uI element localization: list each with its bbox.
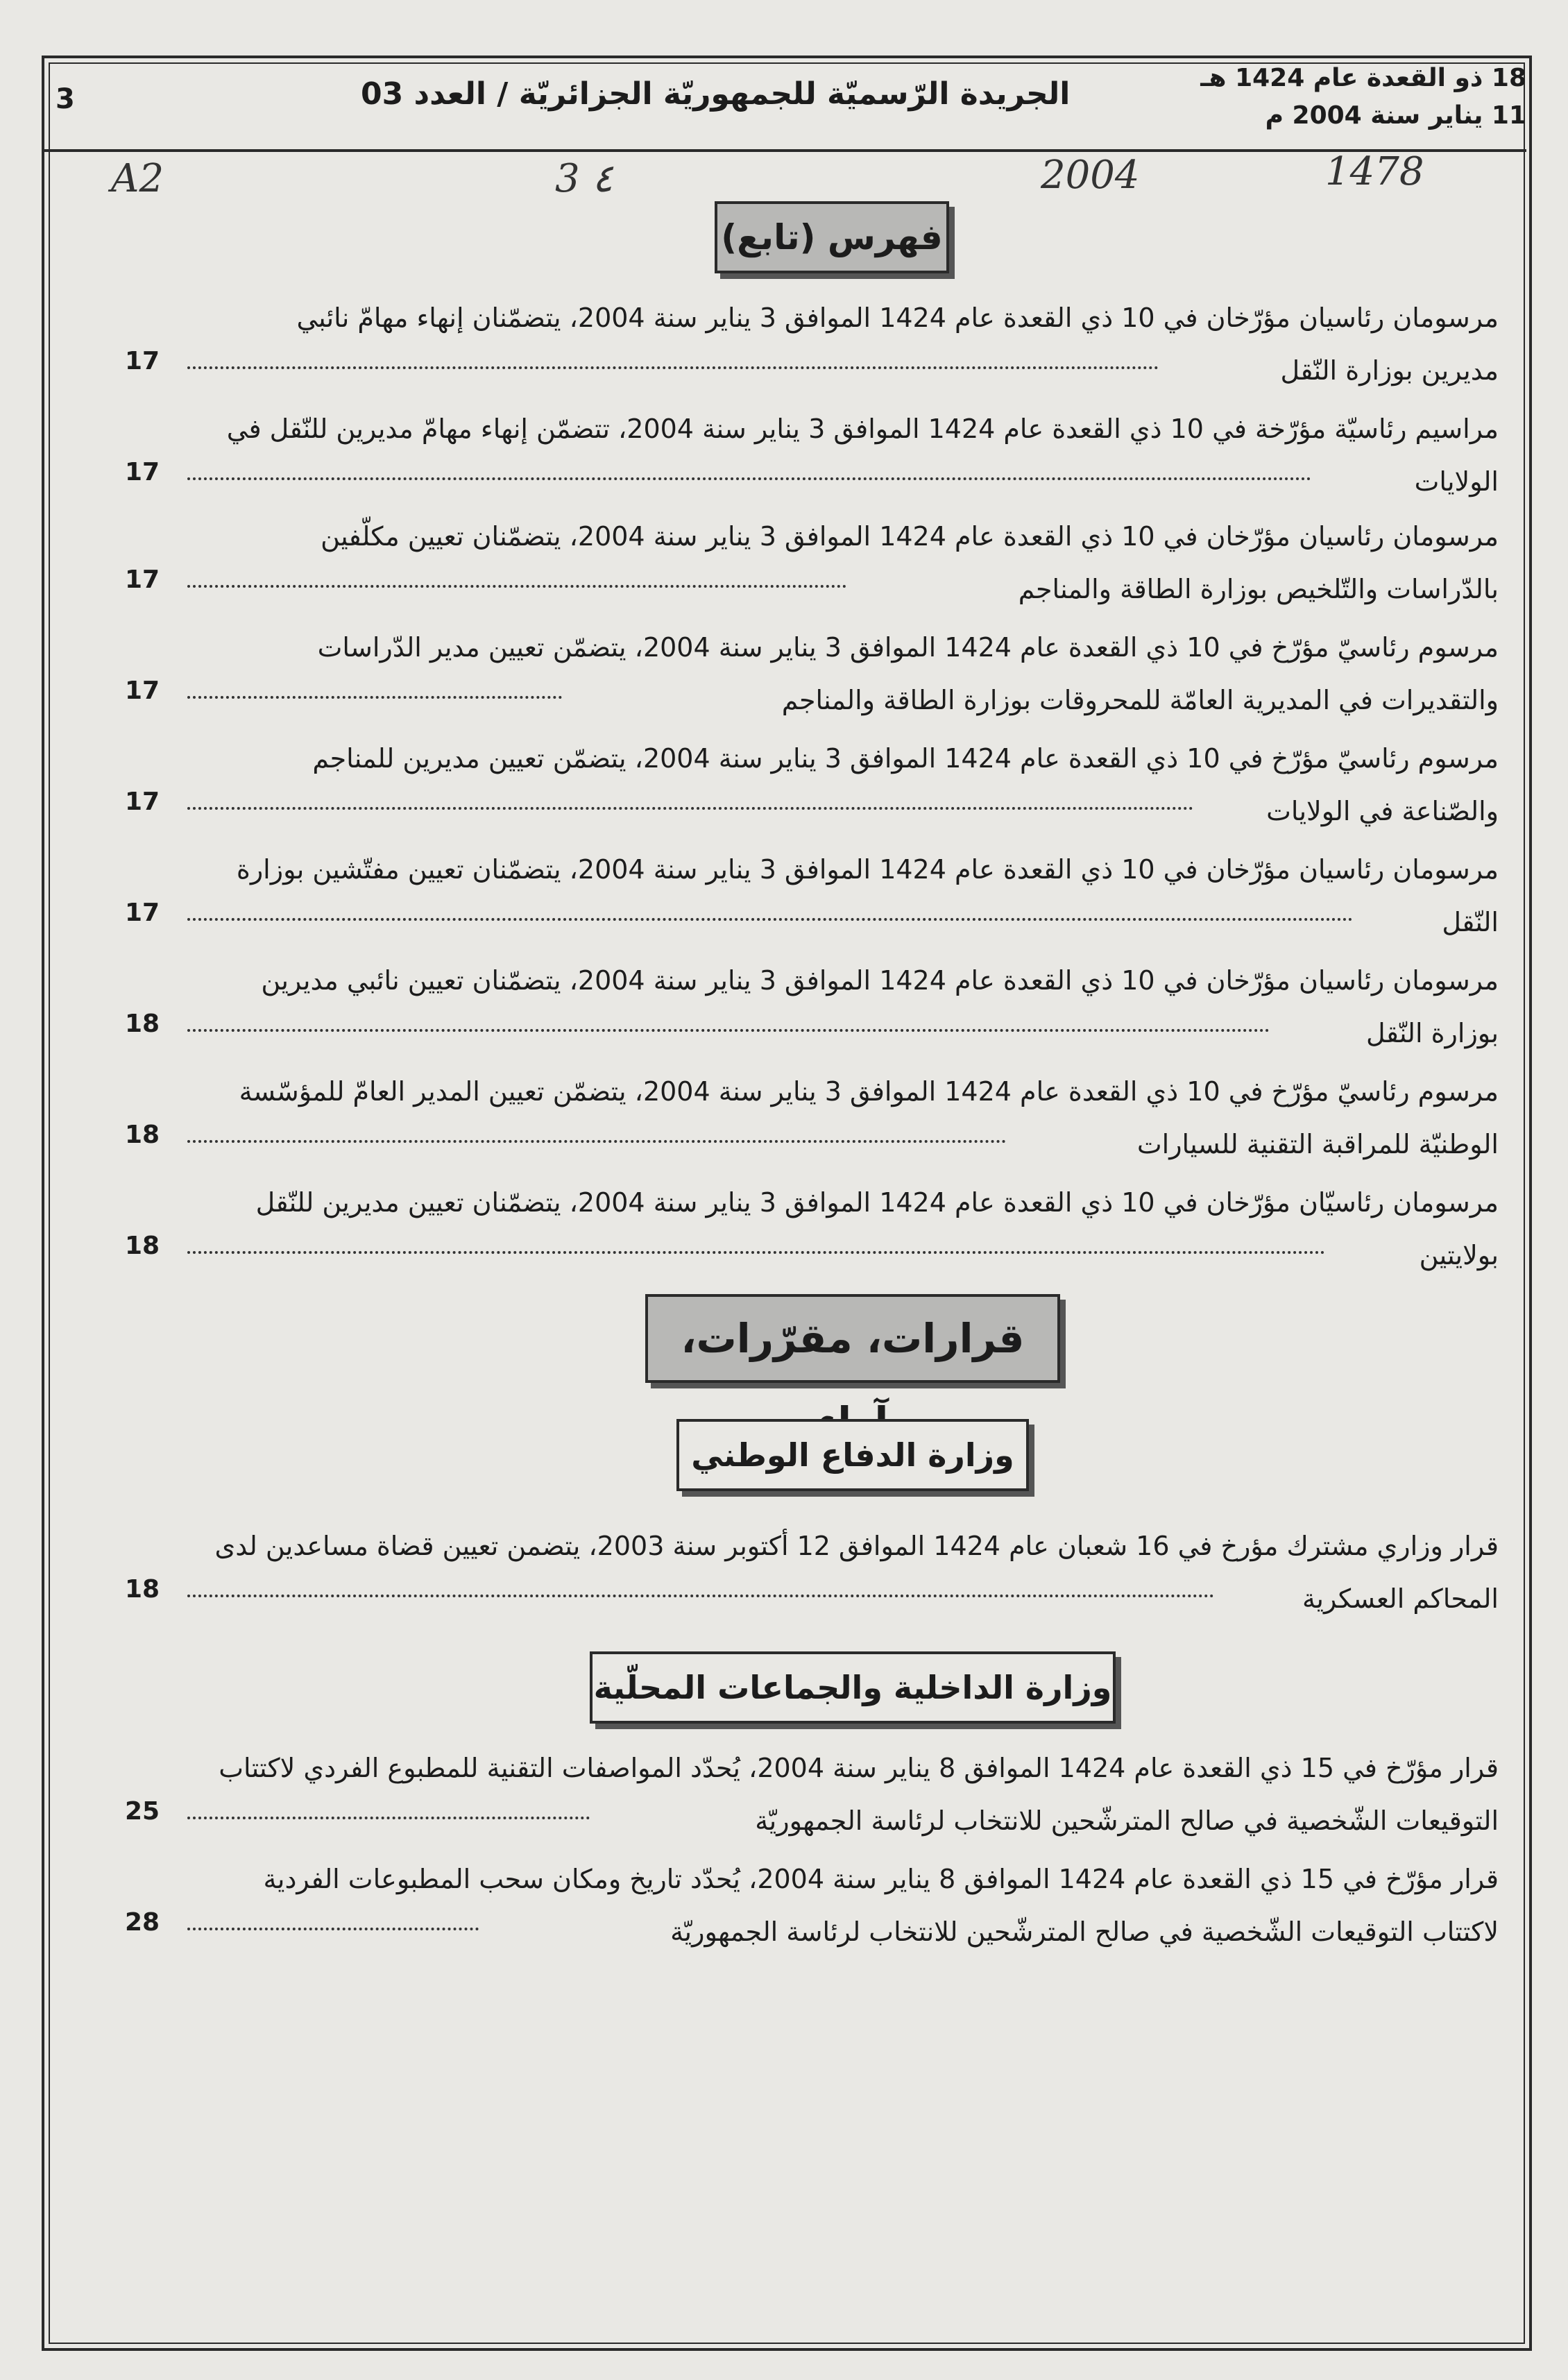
entry-line: مديرين بوزارة النّقل [1280,355,1499,386]
entry-page-number: 28 [125,1908,160,1937]
section-heading-decisions: قرارات، مقرّرات، [645,1294,1060,1383]
entry-page-number: 17 [125,347,160,375]
leader-dots [187,1817,590,1819]
leader-dots [187,585,846,588]
entry-page-number: 18 [125,1121,160,1149]
entry-line: مراسيم رئاسيّة مؤرّخة في 10 ذي القعدة عام 1424 الموافق 3 يناير سنة 2004، تتضمّن إنهاء مهامّ مديرين للنّقل في [226,414,1499,444]
leader-dots [187,477,1311,480]
index-entry [180,1853,1499,1958]
index-entry [180,621,1499,726]
leader-dots [187,1029,1270,1032]
section-heading-interior: وزارة الداخلية والجماعات المحلّية [590,1651,1116,1724]
entry-page-number: 17 [125,899,160,927]
index-entry [180,1742,1499,1847]
entry-line: قرار وزاري مشترك مؤرخ في 16 شعبان عام 1424 الموافق 12 أكتوبر سنة 2003، يتضمن تعيين قضاة مساعدين لدى [214,1531,1499,1561]
page-number: 3 [56,83,75,115]
leader-dots [187,1251,1325,1254]
leader-dots [187,918,1353,921]
leader-dots [187,366,1159,369]
entry-line: بوزارة النّقل [1365,1018,1499,1048]
entry-line: مرسومان رئاسيّان مؤرّخان في 10 ذي القعدة عام 1424 الموافق 3 يناير سنة 2004، يتضمّنان تعيين مديرين للنّقل [255,1187,1499,1218]
entry-page-number: 17 [125,566,160,594]
entry-line: بولايتين [1419,1240,1499,1270]
leader-dots [187,696,562,699]
entry-page-number: 18 [125,1575,160,1604]
entry-line: لاكتتاب التوقيعات الشّخصية في صالح المترشّحين للانتخاب لرئاسة الجمهوريّة [670,1916,1499,1947]
issue-dates [1200,60,1526,135]
section-heading-defense: وزارة الدفاع الوطني [676,1419,1029,1491]
leader-dots [187,807,1193,810]
entry-line: مرسوم رئاسيّ مؤرّخ في 10 ذي القعدة عام 1424 الموافق 3 يناير سنة 2004، يتضمّن تعيين مديرين للمناجم [312,743,1499,774]
entry-line: مرسومان رئاسيان مؤرّخان في 10 ذي القعدة عام 1424 الموافق 3 يناير سنة 2004، يتضمّنان تعيين مفتّشين بوزارة [236,854,1499,885]
index-entry [180,1520,1499,1625]
entry-line: قرار مؤرّخ في 15 ذي القعدة عام 1424 الموافق 8 يناير سنة 2004، يُحدّد تاريخ ومكان سحب المطبوعات الفردية [263,1864,1499,1894]
entry-line: النّقل [1442,907,1499,937]
entry-line: مرسومان رئاسيان مؤرّخان في 10 ذي القعدة عام 1424 الموافق 3 يناير سنة 2004، يتضمّنان تعيين مكلّفين [321,521,1499,552]
entry-line: الولايات [1414,466,1499,497]
entry-line: مرسوم رئاسيّ مؤرّخ في 10 ذي القعدة عام 1424 الموافق 3 يناير سنة 2004، يتضمّن تعيين المدير العامّ للمؤسّسة [239,1076,1499,1107]
handwritten-mark: 1478 [1325,149,1424,194]
entry-line: بالدّراسات والتّلخيص بوزارة الطاقة والمناجم [1018,574,1499,604]
entry-page-number: 17 [125,677,160,705]
entry-line: مرسومان رئاسيان مؤرّخان في 10 ذي القعدة عام 1424 الموافق 3 يناير سنة 2004، يتضمّنان تعيين نائبي مديرين [261,965,1499,996]
index-entry [180,843,1499,949]
handwritten-mark: 2004 [1041,153,1140,198]
leader-dots [187,1595,1214,1597]
index-entry [180,1065,1499,1171]
index-entry [180,402,1499,508]
entry-page-number: 17 [125,458,160,486]
index-entry [180,291,1499,397]
date-gregorian: 11 يناير سنة 2004 م [1265,101,1526,130]
index-entry [180,732,1499,838]
section-heading-index: فهرس (تابع) [715,201,949,273]
handwritten-mark: A2 [111,156,164,201]
header-divider [42,149,1526,152]
entry-line: الوطنيّة للمراقبة التقنية للسيارات [1136,1129,1499,1159]
entry-line: مرسوم رئاسيّ مؤرّخ في 10 ذي القعدة عام 1424 الموافق 3 يناير سنة 2004، يتضمّن تعيين مدير الدّراسات [317,632,1499,663]
handwritten-mark: 3 ٤ [555,156,613,201]
entry-page-number: 18 [125,1010,160,1038]
entry-line: قرار مؤرّخ في 15 ذي القعدة عام 1424 الموافق 8 يناير سنة 2004، يُحدّد المواصفات التقنية للمطبوع الفردي لاكتتاب [219,1753,1499,1783]
index-entry [180,1176,1499,1282]
index-entry [180,510,1499,615]
entry-line: المحاكم العسكرية [1302,1583,1499,1614]
index-entry [180,954,1499,1060]
leader-dots [187,1140,1006,1143]
entry-line: مرسومان رئاسيان مؤرّخان في 10 ذي القعدة عام 1424 الموافق 3 يناير سنة 2004، يتضمّنان إنهاء مهامّ نائبي [296,303,1499,333]
date-hijri: 18 ذو القعدة عام 1424 هـ [1200,64,1526,92]
entry-page-number: 18 [125,1232,160,1260]
entry-page-number: 17 [125,788,160,816]
entry-line: والتقديرات في المديرية العامّة للمحروقات بوزارة الطاقة والمناجم [781,685,1499,715]
page-header [42,56,1526,160]
leader-dots [187,1928,479,1930]
entry-page-number: 25 [125,1797,160,1826]
entry-line: التوقيعات الشّخصية في صالح المترشّحين للانتخاب لرئاسة الجمهوريّة [755,1805,1499,1836]
entry-line: والصّناعة في الولايات [1266,796,1499,826]
journal-title: الجريدة الرّسميّة للجمهوريّة الجزائريّة / العدد 03 [361,76,1071,112]
